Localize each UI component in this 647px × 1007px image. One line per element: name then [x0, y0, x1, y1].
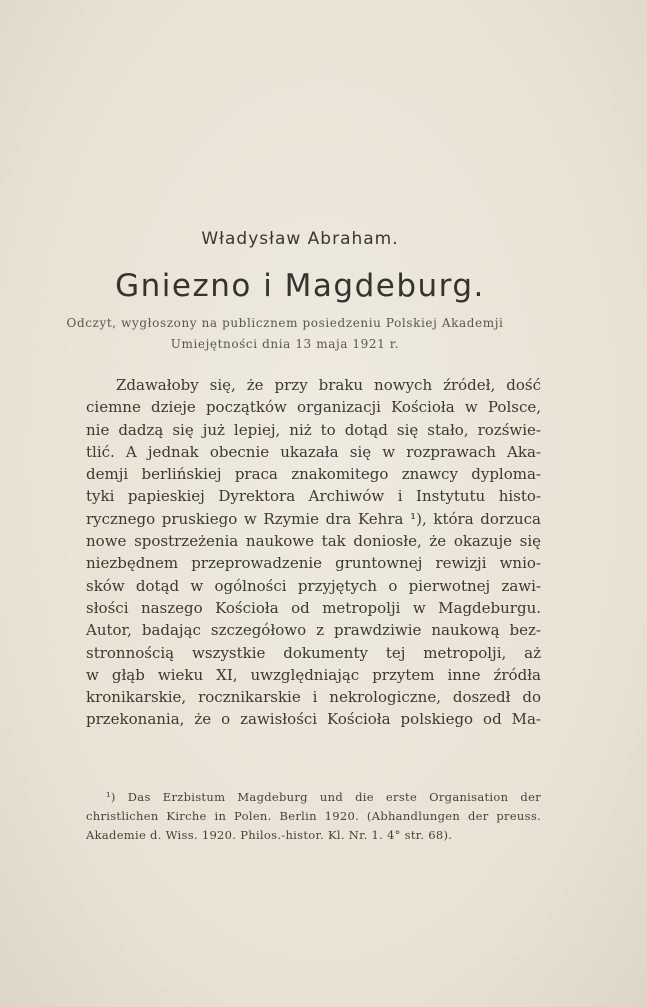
body-line: sków dotąd w ogólności przyjętych o pierwotnej zawi-	[86, 576, 541, 595]
body-paragraph	[86, 374, 541, 731]
footnote-line: christlichen Kirche in Polen. Berlin 1920. (Abhandlungen der preuss.	[86, 809, 541, 823]
body-line: ciemne dzieje początków organizacji Kościoła w Polsce,	[86, 398, 541, 417]
body-line: niezbędnem przeprowadzenie gruntownej rewizji wnio-	[86, 554, 541, 573]
body-line: w głąb wieku XI, uwzględniając przytem inne źródła	[86, 665, 541, 684]
body-line: Autor, badając szczegółowo z prawdziwie naukową bez-	[86, 621, 541, 640]
page-title: Gniezno i Magdeburg.	[115, 268, 485, 304]
footnote-line: ¹) Das Erzbistum Magdeburg und die erste Organisation der	[106, 790, 541, 804]
body-line: nie dadzą się już lepiej, niż to dotąd się stało, rozświe-	[86, 420, 541, 439]
body-line: demji berlińskiej praca znakomitego znawcy dyploma-	[86, 465, 541, 484]
subtitle-line-2: Umiejętności dnia 13 maja 1921 r.	[170, 337, 400, 351]
body-line: tlić. A jednak obecnie ukazała się w rozprawach Aka-	[86, 442, 541, 461]
author-name: Władysław Abraham.	[201, 229, 399, 249]
body-line: stronnością wszystkie dokumenty tej metropolji, aż	[86, 643, 541, 662]
subtitle-line-1: Odczyt, wygłoszony na publicznem posiedzeniu Polskiej Akademji	[66, 316, 504, 330]
body-line: nowe spostrzeżenia naukowe tak doniosłe, że okazuje się	[86, 532, 541, 551]
body-line: przekonania, że o zawisłości Kościoła polskiego od Ma-	[86, 710, 541, 729]
footnote-line: Akademie d. Wiss. 1920. Philos.-histor. Kl. Nr. 1. 4° str. 68).	[86, 828, 453, 842]
body-line: rycznego pruskiego w Rzymie dra Kehra ¹), która dorzuca	[86, 509, 541, 528]
body-line: Zdawałoby się, że przy braku nowych źródeł, dość	[116, 376, 541, 394]
footnote	[86, 788, 541, 845]
body-line: tyki papieskiej Dyrektora Archiwów i Instytutu histo-	[86, 487, 541, 506]
body-line: słości naszego Kościoła od metropolji w Magdeburgu.	[86, 598, 541, 617]
body-line: kronikarskie, rocznikarskie i nekrologiczne, doszedł do	[86, 688, 541, 707]
